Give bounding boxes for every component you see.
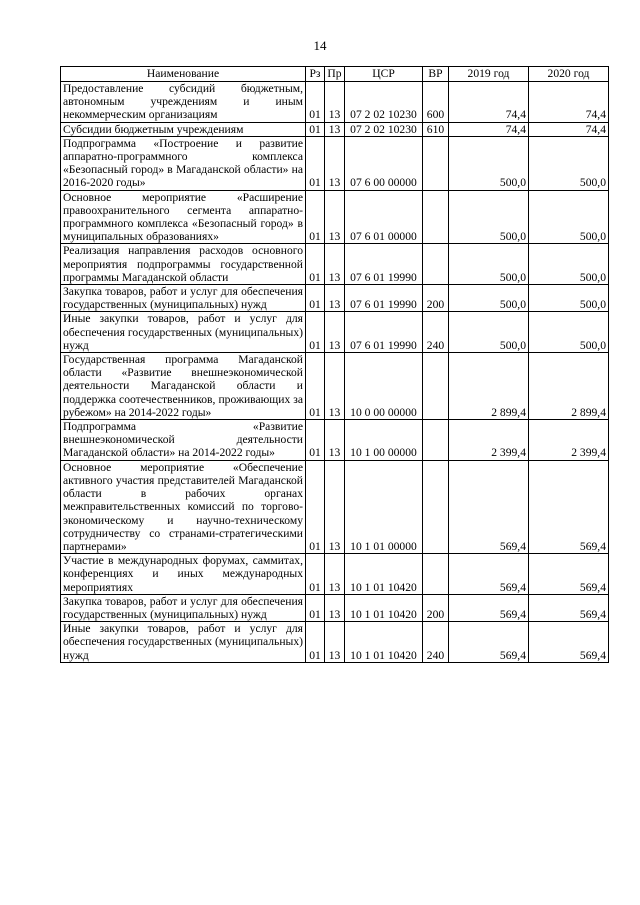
cell-name: Реализация направления расходов основного мероприятия подпрограммы государственной программы Магаданской области bbox=[61, 244, 306, 285]
cell-name: Подпрограмма «Развитие внешнеэкономической деятельности Магаданской области» на 2014-2022 годы» bbox=[61, 420, 306, 461]
cell-vr bbox=[423, 244, 449, 285]
cell-vr: 200 bbox=[423, 285, 449, 312]
header-2020: 2020 год bbox=[529, 67, 609, 82]
cell-pr: 13 bbox=[325, 420, 345, 461]
cell-2019: 500,0 bbox=[449, 285, 529, 312]
table-row bbox=[61, 285, 609, 312]
header-pr: Пр bbox=[325, 67, 345, 82]
cell-csr: 10 1 01 00000 bbox=[345, 460, 423, 553]
cell-2019: 500,0 bbox=[449, 136, 529, 190]
cell-2019: 74,4 bbox=[449, 122, 529, 136]
cell-2020: 500,0 bbox=[529, 312, 609, 353]
cell-2020: 500,0 bbox=[529, 244, 609, 285]
cell-2019: 74,4 bbox=[449, 82, 529, 123]
cell-rz: 01 bbox=[306, 312, 325, 353]
cell-csr: 07 6 01 19990 bbox=[345, 244, 423, 285]
cell-csr: 10 1 01 10420 bbox=[345, 622, 423, 663]
header-vr: ВР bbox=[423, 67, 449, 82]
table-row bbox=[61, 136, 609, 190]
table-row bbox=[61, 312, 609, 353]
cell-rz: 01 bbox=[306, 353, 325, 420]
cell-2020: 2 899,4 bbox=[529, 353, 609, 420]
cell-vr: 600 bbox=[423, 82, 449, 123]
cell-pr: 13 bbox=[325, 622, 345, 663]
cell-2020: 2 399,4 bbox=[529, 420, 609, 461]
cell-name: Закупка товаров, работ и услуг для обеспечения государственных (муниципальных) нужд bbox=[61, 285, 306, 312]
cell-vr bbox=[423, 420, 449, 461]
cell-rz: 01 bbox=[306, 594, 325, 621]
cell-vr: 240 bbox=[423, 622, 449, 663]
cell-rz: 01 bbox=[306, 285, 325, 312]
header-2019: 2019 год bbox=[449, 67, 529, 82]
header-row bbox=[61, 67, 609, 82]
cell-pr: 13 bbox=[325, 594, 345, 621]
cell-name: Предоставление субсидий бюджетным, автономным учреждениям и иным некоммерческим организациям bbox=[61, 82, 306, 123]
cell-pr: 13 bbox=[325, 554, 345, 595]
cell-name: Иные закупки товаров, работ и услуг для обеспечения государственных (муниципальных) нужд bbox=[61, 622, 306, 663]
cell-2019: 569,4 bbox=[449, 594, 529, 621]
cell-2019: 569,4 bbox=[449, 554, 529, 595]
cell-2020: 569,4 bbox=[529, 622, 609, 663]
cell-vr: 610 bbox=[423, 122, 449, 136]
cell-name: Субсидии бюджетным учреждениям bbox=[61, 122, 306, 136]
cell-vr bbox=[423, 460, 449, 553]
cell-vr bbox=[423, 136, 449, 190]
cell-rz: 01 bbox=[306, 190, 325, 244]
cell-2020: 500,0 bbox=[529, 285, 609, 312]
cell-csr: 07 6 01 19990 bbox=[345, 312, 423, 353]
cell-rz: 01 bbox=[306, 136, 325, 190]
cell-csr: 07 6 01 00000 bbox=[345, 190, 423, 244]
cell-2019: 569,4 bbox=[449, 622, 529, 663]
cell-csr: 10 1 01 10420 bbox=[345, 594, 423, 621]
table-row bbox=[61, 244, 609, 285]
table-body bbox=[61, 82, 609, 663]
table-row bbox=[61, 122, 609, 136]
cell-vr bbox=[423, 190, 449, 244]
cell-vr: 200 bbox=[423, 594, 449, 621]
cell-vr: 240 bbox=[423, 312, 449, 353]
cell-name: Иные закупки товаров, работ и услуг для обеспечения государственных (муниципальных) нужд bbox=[61, 312, 306, 353]
header-csr: ЦСР bbox=[345, 67, 423, 82]
cell-name: Участие в международных форумах, саммитах, конференциях и иных международных мероприятиях bbox=[61, 554, 306, 595]
cell-vr bbox=[423, 353, 449, 420]
cell-2020: 74,4 bbox=[529, 122, 609, 136]
cell-csr: 07 6 01 19990 bbox=[345, 285, 423, 312]
cell-pr: 13 bbox=[325, 190, 345, 244]
cell-pr: 13 bbox=[325, 312, 345, 353]
cell-2020: 500,0 bbox=[529, 190, 609, 244]
cell-2020: 569,4 bbox=[529, 460, 609, 553]
cell-pr: 13 bbox=[325, 122, 345, 136]
page-number: 14 bbox=[313, 38, 327, 53]
cell-csr: 10 1 00 00000 bbox=[345, 420, 423, 461]
cell-rz: 01 bbox=[306, 460, 325, 553]
header-rz: Рз bbox=[306, 67, 325, 82]
cell-pr: 13 bbox=[325, 353, 345, 420]
cell-2019: 2 899,4 bbox=[449, 353, 529, 420]
cell-rz: 01 bbox=[306, 420, 325, 461]
cell-name: Подпрограмма «Построение и развитие аппаратно-программного комплекса «Безопасный город» в Магаданской области» на 2016-2020 годы» bbox=[61, 136, 306, 190]
cell-2019: 500,0 bbox=[449, 312, 529, 353]
cell-csr: 07 2 02 10230 bbox=[345, 82, 423, 123]
cell-rz: 01 bbox=[306, 622, 325, 663]
cell-name: Основное мероприятие «Обеспечение активного участия представителей Магаданской области в рабочих органах межправительственных комиссий по торгово-экономическому и научно-техническому сотрудничеству со странами-стратегическими партнерами» bbox=[61, 460, 306, 553]
cell-2019: 2 399,4 bbox=[449, 420, 529, 461]
cell-rz: 01 bbox=[306, 244, 325, 285]
cell-name: Основное мероприятие «Расширение правоохранительного сегмента аппаратно-программного комплекса «Безопасный город» в муниципальных образованиях» bbox=[61, 190, 306, 244]
cell-name: Государственная программа Магаданской области «Развитие внешнеэкономической деятельности Магаданской области и поддержка соотечественников, проживающих за рубежом» на 2014-2022 годы» bbox=[61, 353, 306, 420]
cell-2020: 569,4 bbox=[529, 554, 609, 595]
cell-csr: 07 6 00 00000 bbox=[345, 136, 423, 190]
cell-2020: 74,4 bbox=[529, 82, 609, 123]
cell-rz: 01 bbox=[306, 82, 325, 123]
table-header bbox=[61, 67, 609, 82]
cell-vr bbox=[423, 554, 449, 595]
cell-pr: 13 bbox=[325, 460, 345, 553]
cell-csr: 07 2 02 10230 bbox=[345, 122, 423, 136]
cell-rz: 01 bbox=[306, 554, 325, 595]
cell-2019: 500,0 bbox=[449, 190, 529, 244]
cell-rz: 01 bbox=[306, 122, 325, 136]
cell-2020: 569,4 bbox=[529, 594, 609, 621]
header-name: Наименование bbox=[61, 67, 306, 82]
table-row bbox=[61, 554, 609, 595]
budget-table bbox=[60, 66, 609, 663]
cell-pr: 13 bbox=[325, 82, 345, 123]
table-row bbox=[61, 82, 609, 123]
cell-csr: 10 0 00 00000 bbox=[345, 353, 423, 420]
cell-pr: 13 bbox=[325, 244, 345, 285]
cell-2019: 569,4 bbox=[449, 460, 529, 553]
cell-csr: 10 1 01 10420 bbox=[345, 554, 423, 595]
cell-2019: 500,0 bbox=[449, 244, 529, 285]
cell-2020: 500,0 bbox=[529, 136, 609, 190]
table-row bbox=[61, 460, 609, 553]
table-row bbox=[61, 353, 609, 420]
table-row bbox=[61, 622, 609, 663]
cell-pr: 13 bbox=[325, 136, 345, 190]
cell-name: Закупка товаров, работ и услуг для обеспечения государственных (муниципальных) нужд bbox=[61, 594, 306, 621]
table-row bbox=[61, 420, 609, 461]
cell-pr: 13 bbox=[325, 285, 345, 312]
table-row bbox=[61, 594, 609, 621]
table-row bbox=[61, 190, 609, 244]
